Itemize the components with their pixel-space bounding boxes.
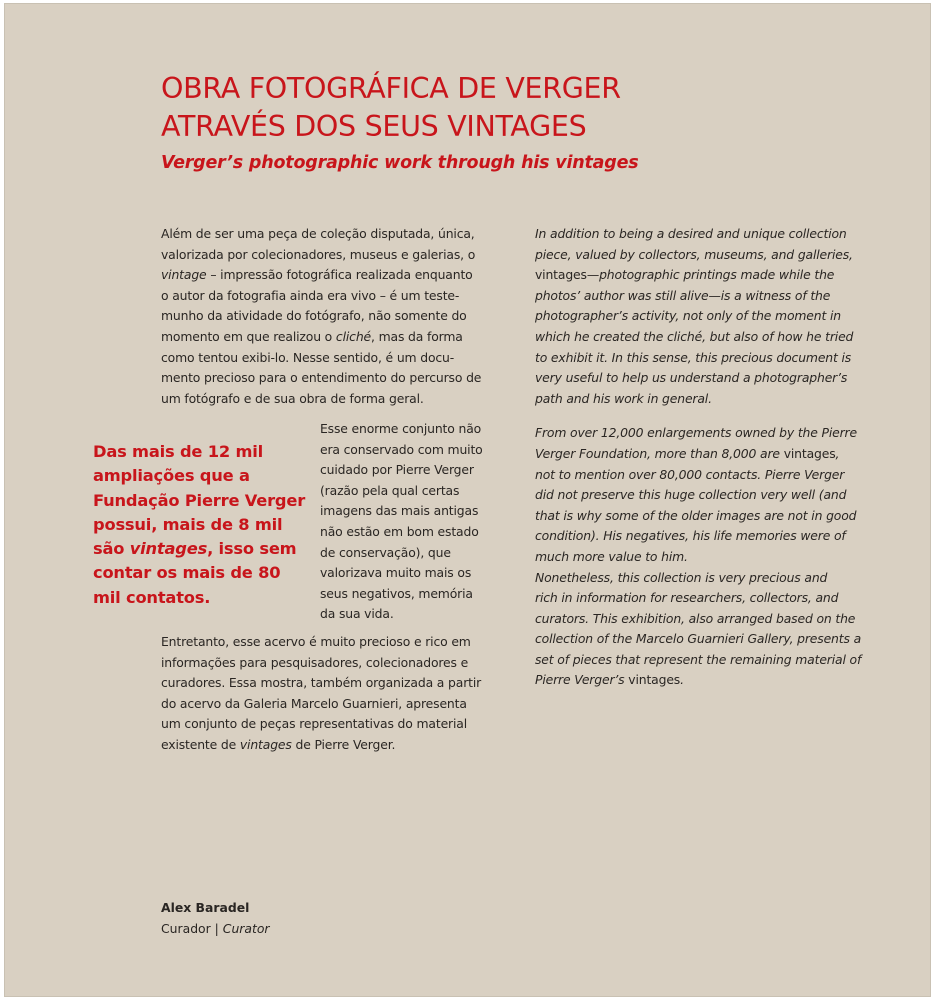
text-line: era conservado com muito (320, 441, 483, 457)
text-line: ampliações que a (93, 466, 250, 486)
pt-paragraph-1 (161, 224, 501, 409)
text-line: do acervo da Galeria Marcelo Guarnieri, apresenta (161, 695, 467, 711)
text-line: photos’ author was still alive—is a witness of the (535, 287, 831, 303)
text-line: de conservação), que (320, 544, 451, 560)
author-role-pt: Curador (161, 921, 211, 936)
text-line: momento em que realizou o cliché, mas da forma (161, 328, 463, 344)
text-line: Entretanto, esse acervo é muito precioso e rico em (161, 634, 471, 649)
text-line: photographer’s activity, not only of the moment in (535, 308, 841, 324)
text-line: um fotógrafo e de sua obra de forma geral. (161, 390, 424, 406)
text-line: Esse enorme conjunto não (320, 421, 482, 436)
text-line: Fundação Pierre Verger (93, 490, 306, 510)
text-line: são vintages, isso sem (93, 539, 297, 559)
en-paragraph-1 (535, 224, 875, 409)
text-line: Verger Foundation, more than 8,000 are vintages, (535, 445, 840, 461)
title-line-2: ATRAVÉS DOS SEUS VINTAGES (161, 110, 587, 143)
page-title (161, 70, 761, 146)
text-line: mil contatos. (93, 587, 211, 607)
text-line: curadores. Essa mostra, também organizada a partir (161, 675, 482, 691)
text-line: which he created the cliché, but also of how he tried (535, 328, 854, 344)
text-line: existente de vintages de Pierre Verger. (161, 736, 396, 752)
text-line: Pierre Verger’s vintages. (535, 672, 684, 688)
text-line: to exhibit it. In this sense, this precious document is (535, 349, 852, 365)
text-line: very useful to help us understand a photographer’s (535, 370, 848, 386)
text-line: curators. This exhibition, also arranged based on the (535, 610, 856, 626)
author-signature (161, 897, 270, 939)
en-paragraph-2 (535, 423, 875, 691)
text-line: imagens das mais antigas (320, 503, 479, 519)
text-line: não estão em bom estado (320, 523, 479, 539)
text-line: (razão pela qual certas (320, 482, 460, 498)
text-line: much more value to him. (535, 548, 688, 564)
text-line: not to mention over 80,000 contacts. Pierre Verger (535, 466, 845, 482)
text-line: possui, mais de 8 mil (93, 514, 283, 534)
text-line: valorizada por colecionadores, museus e galerias, o (161, 246, 476, 262)
text-line: o autor da fotografia ainda era vivo – é um teste- (161, 287, 460, 303)
text-line: informações para pesquisadores, colecionadores e (161, 654, 469, 670)
text-line: vintages—photographic printings made while the (535, 267, 835, 283)
pull-quote (93, 440, 308, 610)
text-line: vintage – impressão fotográfica realizada enquanto (161, 267, 473, 283)
text-line: da sua vida. (320, 606, 394, 622)
author-name: Alex Baradel (161, 900, 250, 915)
text-line: From over 12,000 enlargements owned by the Pierre (535, 425, 857, 441)
text-line: did not preserve this huge collection very well (and (535, 487, 847, 503)
text-line: rich in information for researchers, collectors, and (535, 590, 839, 606)
author-role-separator: | (210, 921, 223, 936)
en-column (535, 224, 875, 691)
pt-paragraph-2 (320, 419, 500, 625)
author-role-en: Curator (222, 921, 270, 936)
text-line: set of pieces that represent the remaining material of (535, 651, 862, 667)
text-line: Das mais de 12 mil (93, 442, 263, 461)
text-line: path and his work in general. (535, 390, 712, 406)
page-subtitle: Verger’s photographic work through his vintages (161, 153, 639, 173)
text-line: um conjunto de peças representativas do material (161, 716, 468, 732)
text-line: seus negativos, memória (320, 585, 473, 601)
text-line: valorizava muito mais os (320, 565, 472, 581)
text-line: Nonetheless, this collection is very precious and (535, 569, 828, 585)
text-line: condition). His negatives, his life memories were of (535, 528, 846, 544)
text-line: collection of the Marcelo Guarnieri Gallery, presents a (535, 631, 862, 647)
author-role (161, 918, 270, 939)
text-line: that is why some of the older images are not in good (535, 507, 857, 523)
text-line: mento precioso para o entendimento do percurso de (161, 370, 482, 386)
text-line: Além de ser uma peça de coleção disputada, única, (161, 226, 475, 241)
title-line-1: OBRA FOTOGRÁFICA DE VERGER (161, 72, 621, 105)
text-line: contar os mais de 80 (93, 563, 281, 583)
text-line: como tentou exibi-lo. Nesse sentido, é um docu- (161, 349, 455, 365)
page-panel (4, 3, 931, 997)
text-line: piece, valued by collectors, museums, and galleries, (535, 246, 853, 262)
pt-paragraph-3 (161, 632, 501, 756)
text-line: munho da atividade do fotógrafo, não somente do (161, 308, 467, 324)
text-line: cuidado por Pierre Verger (320, 462, 474, 478)
text-line: In addition to being a desired and unique collection (535, 226, 847, 241)
